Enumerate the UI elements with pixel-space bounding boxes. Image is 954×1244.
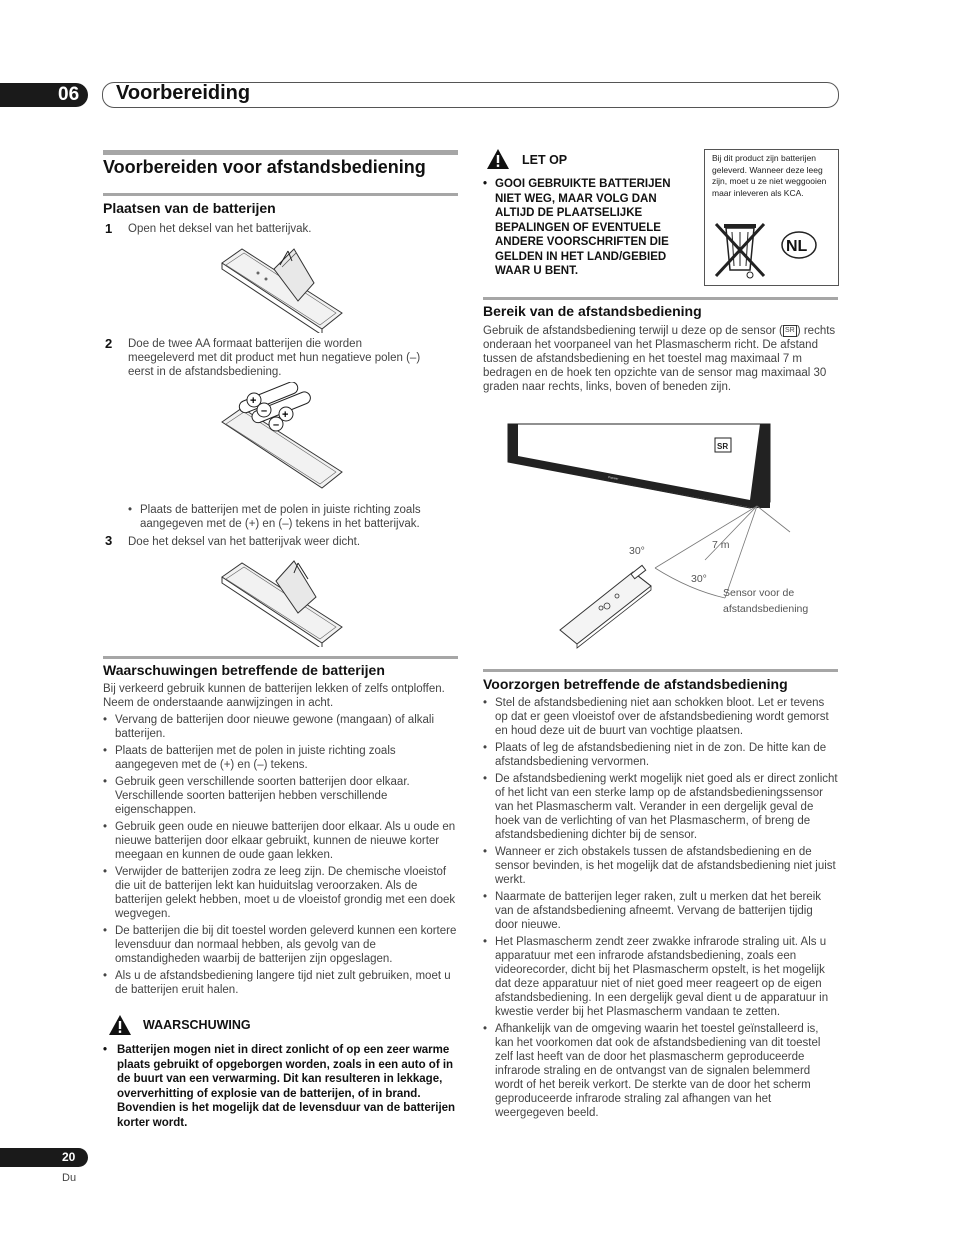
bullet-item: • Plaats de batterijen met de polen in juiste richting zoals aangegeven met de (+) en (–) tekens in het batterijvak.: [128, 503, 458, 531]
step-number: 3: [105, 533, 113, 548]
page-number: 20: [62, 1150, 76, 1164]
bullet-item: • Verwijder de batterijen zodra ze leeg zijn. De chemische vloeistof die uit de batterijen lekt kan huiduitslag veroorzaken. Als de batterijen gelekt hebben, moet u de vloeistof grondig met een doek wegvegen.: [103, 865, 458, 921]
sensor-label: afstandsbediening: [723, 603, 809, 615]
bullet-item: • Vervang de batterijen door nieuwe gewone (mangaan) of alkali batterijen.: [103, 713, 458, 741]
bullet-item: • Afhankelijk van de omgeving waarin het toestel geïnstalleerd is, kan het voorkomen dat ook de afstandsbediening van dit toestel zelf last heeft van de door het plasmascherm geproduceerde infrarode straling en de ontvangst van de signalen belemmerd wordt of het bereik verkort. De sterkte van de door het scherm geproduceerde infrarode straling zal afhangen van het weergegeven beeld.: [483, 1022, 838, 1120]
sensor-label: Sensor voor de: [723, 587, 795, 599]
bullet-item: • Gebruik geen verschillende soorten batterijen door elkaar. Verschillende soorten batterijen hebben verschillende eigenschappen.: [103, 775, 458, 817]
precautions-title: Voorzorgen betreffende de afstandsbediening: [483, 676, 788, 692]
svg-text:–: –: [273, 419, 280, 431]
subsection-rule: [103, 193, 458, 196]
remote-range-diagram: [505, 420, 835, 650]
section-title: Voorbereiden voor afstandsbediening: [103, 157, 426, 177]
range-text: [483, 324, 838, 394]
caution-triangle-icon: [486, 148, 510, 170]
batteries-title: Plaatsen van de batterijen: [103, 200, 276, 216]
bullet-item: • Plaats de batterijen met de polen in juiste richting zoals aangegeven met de (+) en (–) tekens.: [103, 744, 458, 772]
waarschuwing-text: [103, 1043, 458, 1133]
remote-batteries-illustration: [218, 382, 344, 492]
sensor-icon: SR: [783, 325, 797, 337]
letop-text: [483, 177, 695, 282]
remote-open-cover-illustration: [218, 243, 344, 333]
kca-notice-text: Bij dit product zijn batterijen geleverd. Wanneer deze leeg zijn, moet u ze niet weggooien maar inleveren als KCA.: [712, 153, 827, 198]
bullet-item: • De afstandsbediening werkt mogelijk niet goed als er direct zonlicht of het licht van een sterke lamp op de afstandsbedieningssensor van het Plasmascherm valt. Verander in een dergelijk geval de hoek van de verlichting of van het Plasmascherm, of breng de afstandsbediening dichter bij de sensor.: [483, 772, 838, 842]
bullet-item: • GOOI GEBRUIKTE BATTERIJEN NIET WEG, MAAR VOLG DAN ALTIJD DE PLAATSELIJKE BEPALINGEN OF EVENTUELE ANDERE VOORSCHRIFTEN DIE GELDEN IN HET LAND/GEBIED WAAR U BENT.: [483, 177, 695, 279]
svg-text:+: +: [282, 409, 289, 421]
battery-warnings-title: Waarschuwingen betreffende de batterijen: [103, 662, 385, 678]
crossed-bin-icon: [712, 218, 832, 280]
svg-text:SR: SR: [717, 442, 729, 451]
angle-left-label: 30°: [629, 545, 645, 557]
nl-label: NL: [786, 238, 808, 255]
subsection-rule: [483, 669, 838, 672]
svg-text:+: +: [250, 395, 257, 407]
subsection-rule: [103, 656, 458, 659]
range-title: Bereik van de afstandsbediening: [483, 303, 702, 319]
step-number: 2: [105, 336, 113, 351]
chapter-number: 06: [58, 84, 80, 105]
angle-right-label: 30°: [691, 573, 707, 585]
svg-text:–: –: [261, 405, 268, 417]
bullet-item: • Als u de afstandsbediening langere tijd niet zult gebruiken, moet u de batterijen eruit halen.: [103, 969, 458, 997]
remote-close-cover-illustration: [218, 557, 344, 647]
step-text: Open het deksel van het batterijvak.: [128, 223, 312, 235]
distance-label: 7 m: [712, 539, 730, 551]
section-rule: [103, 150, 458, 155]
bullet-item: • De batterijen die bij dit toestel worden geleverd kunnen een kortere levensduur dan normaal hebben, als gevolg van de omstandigheden waarbij de batterijen zijn opgeslagen.: [103, 924, 458, 966]
range-text-part: ) rechts onderaan het voorpaneel van het Plasmascherm richt. De afstand tussen de afstandsbediening en het toestel mag maximaal 7 m bedragen en de hoek ten opzichte van de sensor mag maximaal 30 graden naar rechts, links, boven of beneden zijn.: [483, 325, 836, 393]
range-text-part: Gebruik de afstandsbediening terwijl u deze op de sensor (: [483, 325, 783, 337]
subsection-rule: [483, 297, 838, 300]
battery-warnings-intro: Bij verkeerd gebruik kunnen de batterijen lekken of zelfs ontploffen. Neem de onderstaande aanwijzingen in acht.: [103, 683, 445, 709]
bullet-item: • Stel de afstandsbediening niet aan schokken bloot. Let er tevens op dat er geen vloeistof over de afstandsbediening wordt gemorst en houd deze uit de buurt van vochtige plaatsen.: [483, 696, 838, 738]
chapter-title: Voorbereiding: [116, 82, 251, 104]
bullet-item: • Het Plasmascherm zendt zeer zwakke infrarode straling uit. Als u apparatuur met een infrarode afstandsbediening, zoals een videorecorder, dicht bij het Plasmascherm opstelt, is het mogelijk dat deze apparatuur niet of niet goed meer reageert op de eigen afstandsbediening. In een dergelijk geval dient u de apparatuur in kwestie verder bij het Plasmascherm vandaan te zetten.: [483, 935, 838, 1019]
bullet-item: • Batterijen mogen niet in direct zonlicht of op een zeer warme plaats gebruikt of opgeborgen worden, zoals in een auto of in de buurt van een verwarming. Dit kan resulteren in lekkage, oververhitting of explosie van de batterijen, of in brand. Bovendien is het mogelijk dat de levensduur van de batterijen korter wordt.: [103, 1043, 458, 1130]
step-text: Doe de twee AA formaat batterijen die worden meegeleverd met dit product met hun negatieve polen (–) eerst in de afstandsbediening.: [128, 338, 421, 378]
step-number: 1: [105, 221, 113, 236]
bullet-item: • Plaats of leg de afstandsbediening niet in de zon. De hitte kan de afstandsbediening vervormen.: [483, 741, 838, 769]
letop-title: LET OP: [522, 153, 568, 167]
step-bullet: [128, 503, 458, 534]
bullet-item: • Wanneer er zich obstakels tussen de afstandsbediening en de sensor bevinden, is het mogelijk dat de afstandsbediening niet juist werkt.: [483, 845, 838, 887]
battery-warnings-list: [103, 713, 458, 1000]
svg-text:Pioneer: Pioneer: [607, 475, 619, 481]
precautions-list: [483, 696, 838, 1123]
waarschuwing-title: WAARSCHUWING: [143, 1018, 251, 1032]
step-text: Doe het deksel van het batterijvak weer dicht.: [128, 536, 361, 548]
bullet-item: • Naarmate de batterijen leger raken, zult u merken dat het bereik van de afstandsbediening afneemt. Vervang de batterijen tijdig door nieuwe.: [483, 890, 838, 932]
page-language: Du: [62, 1172, 77, 1184]
bullet-item: • Gebruik geen oude en nieuwe batterijen door elkaar. Als u oude en nieuwe batterijen door elkaar gebruikt, kunnen de nieuwe korter meegaan en kunnen de oude gaan lekken.: [103, 820, 458, 862]
warning-triangle-icon: [108, 1014, 132, 1036]
